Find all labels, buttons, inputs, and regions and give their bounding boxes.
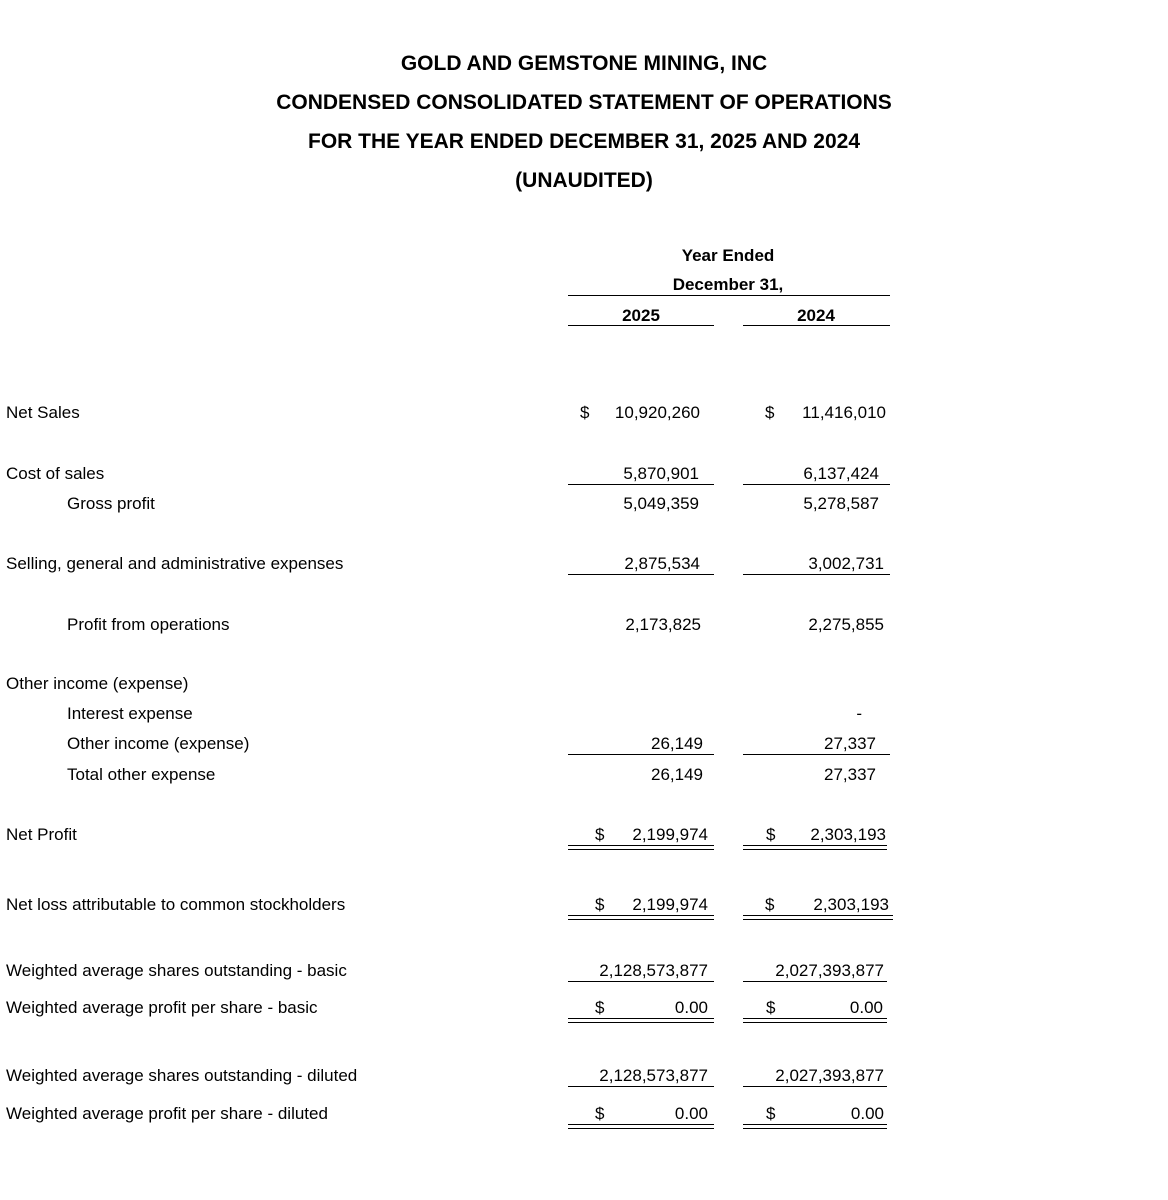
eps-diluted-2025-currency: $ (595, 1104, 605, 1123)
net-loss-common-2024: 2,303,193 (813, 895, 889, 914)
gross-profit-label: Gross profit (67, 494, 155, 513)
net-loss-common-label: Net loss attributable to common stockholders (6, 895, 346, 914)
shares-basic-2024-rule (743, 981, 887, 982)
eps-diluted-2024-currency: $ (766, 1104, 776, 1123)
interest-expense-2024: - (856, 704, 862, 723)
net-profit-2024-currency: $ (766, 825, 776, 844)
cost-of-sales-2024: 6,137,424 (803, 464, 879, 483)
total-other-label: Total other expense (67, 765, 216, 784)
sga-2025-rule (568, 574, 714, 575)
cost-of-sales-2025: 5,870,901 (623, 464, 699, 483)
header-rule (568, 295, 890, 296)
net-profit-2025-double-rule (568, 845, 714, 850)
profit-ops-2024: 2,275,855 (808, 615, 884, 634)
net-sales-2024-currency: $ (765, 403, 775, 422)
net-sales-2025-currency: $ (580, 403, 590, 422)
net-loss-common-2025-double-rule (568, 915, 714, 920)
sga-2024-rule (743, 574, 890, 575)
cost-of-sales-2025-rule (568, 484, 714, 485)
gross-profit-2025: 5,049,359 (623, 494, 699, 513)
col-2025-rule (568, 325, 714, 326)
header-year-ended: Year Ended (681, 246, 775, 265)
other-income-label: Other income (expense) (67, 734, 250, 753)
other-income-2024-rule (743, 754, 890, 755)
eps-basic-2024-double-rule (743, 1018, 887, 1023)
cost-of-sales-label: Cost of sales (6, 464, 105, 483)
net-loss-common-2025: 2,199,974 (632, 895, 708, 914)
period-title: FOR THE YEAR ENDED DECEMBER 31, 2025 AND 2024 (308, 130, 860, 153)
eps-diluted-label: Weighted average profit per share - diluted (6, 1104, 328, 1123)
sga-label: Selling, general and administrative expenses (6, 554, 344, 573)
other-income-header-label: Other income (expense) (6, 674, 189, 693)
eps-diluted-2024: 0.00 (850, 1104, 884, 1123)
shares-diluted-2024-rule (743, 1086, 887, 1087)
net-sales-label: Net Sales (6, 403, 80, 422)
net-sales-2025: 10,920,260 (614, 403, 700, 422)
header-col-2024: 2024 (797, 306, 835, 325)
header-date: December 31, (672, 275, 784, 294)
cost-of-sales-2024-rule (743, 484, 890, 485)
net-loss-common-2025-currency: $ (595, 895, 605, 914)
profit-ops-2025: 2,173,825 (625, 615, 701, 634)
eps-basic-2024: 0.00 (849, 998, 883, 1017)
eps-diluted-2025-double-rule (568, 1124, 714, 1129)
interest-expense-label: Interest expense (67, 704, 193, 723)
shares-diluted-label: Weighted average shares outstanding - diluted (6, 1066, 358, 1085)
eps-diluted-2025: 0.00 (674, 1104, 708, 1123)
net-profit-2024: 2,303,193 (810, 825, 886, 844)
other-income-2025-rule (568, 754, 714, 755)
net-profit-2025: 2,199,974 (632, 825, 708, 844)
other-income-2025: 26,149 (651, 734, 703, 753)
net-profit-2025-currency: $ (595, 825, 605, 844)
total-other-2024: 27,337 (824, 765, 876, 784)
unaudited-label: (UNAUDITED) (515, 169, 653, 192)
eps-basic-label: Weighted average profit per share - basic (6, 998, 318, 1017)
other-income-2024: 27,337 (824, 734, 876, 753)
shares-diluted-2024: 2,027,393,877 (775, 1066, 884, 1085)
shares-diluted-2025-rule (568, 1086, 714, 1087)
statement-title: CONDENSED CONSOLIDATED STATEMENT OF OPERATIONS (276, 91, 892, 114)
net-profit-2024-double-rule (743, 845, 887, 850)
shares-basic-2024: 2,027,393,877 (775, 961, 884, 980)
eps-basic-2025-currency: $ (595, 998, 605, 1017)
net-profit-label: Net Profit (6, 825, 77, 844)
net-sales-2024: 11,416,010 (802, 403, 886, 422)
shares-diluted-2025: 2,128,573,877 (599, 1066, 708, 1085)
net-loss-common-2024-double-rule (743, 915, 893, 920)
shares-basic-2025: 2,128,573,877 (599, 961, 708, 980)
eps-diluted-2024-double-rule (743, 1124, 887, 1129)
eps-basic-2024-currency: $ (766, 998, 776, 1017)
gross-profit-2024: 5,278,587 (803, 494, 879, 513)
col-2024-rule (743, 325, 890, 326)
eps-basic-2025-double-rule (568, 1018, 714, 1023)
header-col-2025: 2025 (622, 306, 660, 325)
profit-ops-label: Profit from operations (67, 615, 230, 634)
net-loss-common-2024-currency: $ (765, 895, 775, 914)
sga-2025: 2,875,534 (624, 554, 700, 573)
total-other-2025: 26,149 (651, 765, 703, 784)
shares-basic-2025-rule (568, 981, 714, 982)
shares-basic-label: Weighted average shares outstanding - basic (6, 961, 347, 980)
sga-2024: 3,002,731 (808, 554, 884, 573)
eps-basic-2025: 0.00 (674, 998, 708, 1017)
company-name: GOLD AND GEMSTONE MINING, INC (400, 52, 768, 75)
